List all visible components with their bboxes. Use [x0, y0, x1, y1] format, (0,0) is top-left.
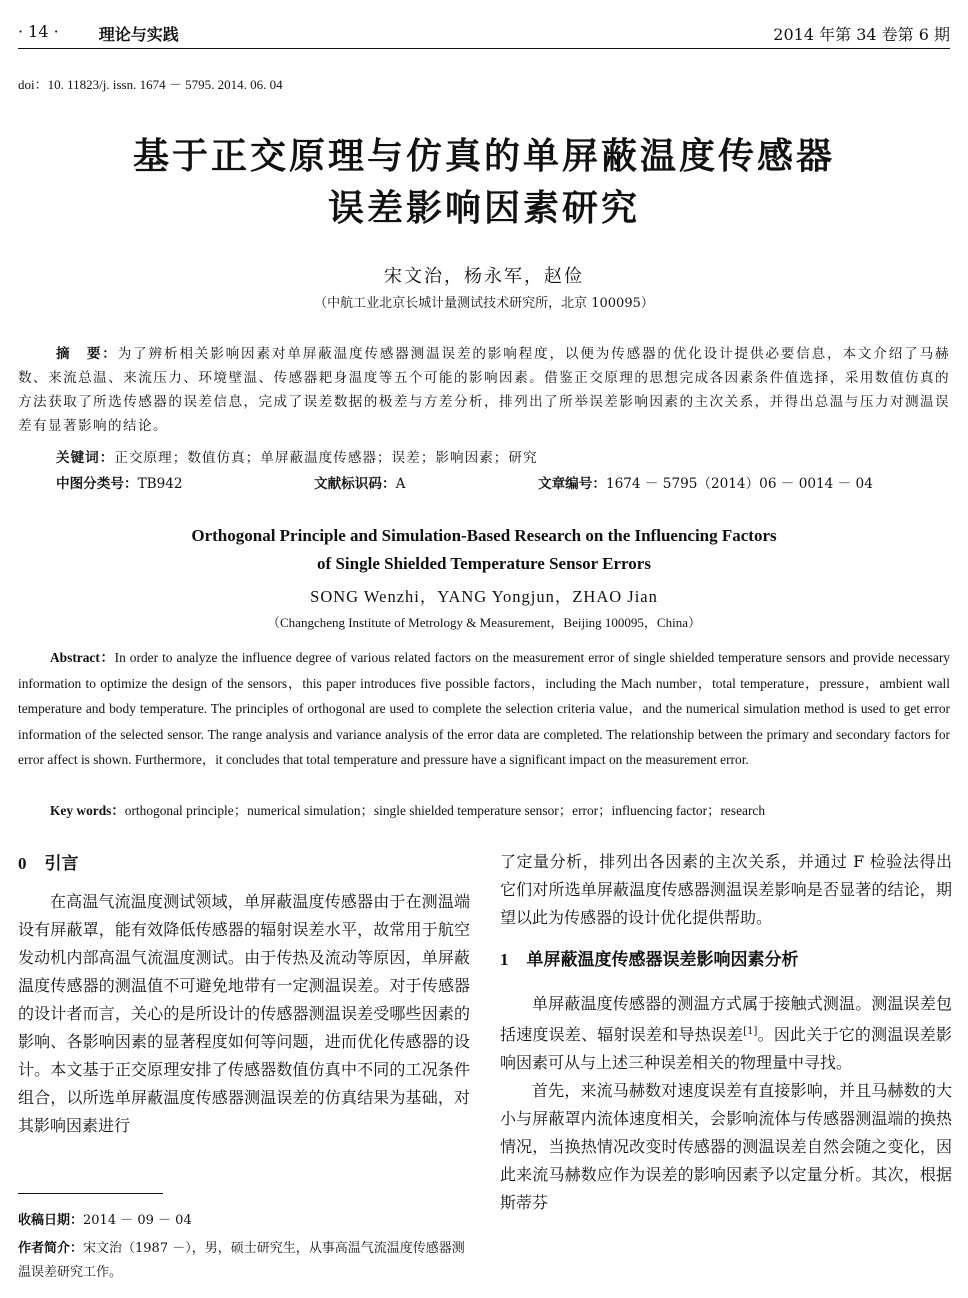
received-label: 收稿日期：	[18, 1213, 84, 1228]
abstract-en-label: Abstract：	[50, 650, 115, 665]
bio-value: 宋文治（1987 －），男，硕士研究生，从事高温气流温度传感器测温误差研究工作。	[18, 1241, 465, 1280]
en-authors: SONG Wenzhi，YANG Yongjun，ZHAO Jian	[310, 587, 658, 606]
keywords-cn-text: 正交原理；数值仿真；单屏蔽温度传感器；误差；影响因素；研究	[114, 450, 538, 466]
section-1-paragraph-1-text-a: 单屏蔽温度传感器的测温方式属于接触式测温。测温误差包括速度误差、辐射误差和导热误差	[500, 994, 952, 1044]
section-1-title: 单屏蔽温度传感器误差影响因素分析	[526, 950, 799, 970]
doc-value: A	[395, 476, 406, 492]
keywords-en	[50, 800, 765, 819]
section-1-paragraph-1	[500, 990, 952, 1077]
keywords-cn-label: 关键词：	[56, 450, 115, 466]
abstract-cn-label: 摘 要：	[56, 346, 118, 362]
section-0-number: 0	[18, 854, 27, 873]
en-affiliation: （Changcheng Institute of Metrology & Measurement，Beijing 100095，China）	[267, 615, 701, 630]
section-1-heading	[500, 946, 952, 974]
section-1-number: 1	[500, 950, 509, 969]
keywords-en-label: Key words：	[50, 803, 125, 818]
body-right-column	[500, 848, 952, 1217]
abstract-cn-text: 为了辨析相关影响因素对单屏蔽温度传感器测温误差的影响程度，以便为传感器的优化设计提供必要信息，本文介绍了马赫数、来流总温、来流压力、环境壁温、传感器耙身温度等五个可能的影响因素。借鉴正交原理的思想完成各因素条件值选择，采用数值仿真的方法获取了所选传感器的误差信息，完成了误差数据的极差与方差分析，排列出了所举误差影响因素的主次关系，并得出总温与压力对测温误差有显著影响的结论。	[18, 346, 950, 434]
doi: doi：10. 11823/j. issn. 1674 － 5795. 2014. 06. 04	[18, 77, 283, 92]
keywords-en-text: orthogonal principle；numerical simulation；single shielded temperature sensor；error；influencing factor；research	[124, 803, 766, 818]
received-value: 2014 － 09 － 04	[83, 1213, 192, 1228]
issue-info: 2014 年第 34 卷第 6 期	[773, 25, 950, 44]
journal-section: 理论与实践	[98, 25, 179, 44]
authors: 宋文治，杨永军，赵俭	[384, 266, 584, 287]
affiliation: （中航工业北京长城计量测试技术研究所，北京 100095）	[314, 296, 654, 311]
abstract-cn	[18, 342, 950, 438]
section-0-paragraph: 在高温气流温度测试领域，单屏蔽温度传感器由于在测温端设有屏蔽罩，能有效降低传感器的辐射误差水平，故常用于航空发动机内部高温气流温度测试。由于传热及流动等原因，单屏蔽温度传感器的测温值不可避免地带有一定测温误差。对于传感器的设计者而言，关心的是所设计的传感器测温误差受哪些因素的影响、各影响因素的显著程度如何等问题，进而优化传感器的设计。本文基于正交原理安排了传感器数值仿真中不同的工况条件组合，以所选单屏蔽温度传感器测温误差的仿真结果为基础，对其影响因素进行	[18, 892, 470, 1135]
clc-code	[56, 472, 183, 492]
section-0-paragraph-cont: 了定量分析，排列出各因素的主次关系，并通过 F 检验法得出它们对所选单屏蔽温度传感器测温误差影响是否显著的结论，期望以此为传感器的设计优化提供帮助。	[500, 852, 952, 927]
citation-ref[interactable]: [1]	[743, 1026, 758, 1037]
section-0-heading	[18, 850, 470, 878]
running-header-left	[18, 22, 179, 45]
article-value: 1674 － 5795（2014）06 － 0014 － 04	[605, 476, 873, 492]
clc-value: TB942	[137, 476, 183, 492]
header-rule	[18, 48, 950, 49]
page-number: · 14 ·	[18, 22, 59, 41]
en-title-line-2: of Single Shielded Temperature Sensor Errors	[317, 554, 651, 573]
section-1-paragraph-2: 首先，来流马赫数对速度误差有直接影响，并且马赫数的大小与屏蔽罩内流体速度相关，会影响流体与传感器测温端的换热情况，当换热情况改变时传感器的测温误差自然会随之变化，因此来流马赫数应作为误差的影响因素予以定量分析。其次，根据斯蒂芬	[500, 1081, 952, 1212]
section-1-paragraph-1-text-b: 。因此关于它的测温误差影响因素可从与上述三种误差相关的物理量中寻找。	[500, 1025, 952, 1072]
doc-label: 文献标识码：	[314, 476, 396, 492]
footnote-bio	[18, 1237, 470, 1285]
title-line-1: 基于正交原理与仿真的单屏蔽温度传感器	[132, 136, 835, 177]
article-number	[538, 472, 873, 492]
body-left-column	[18, 850, 470, 1140]
keywords-cn	[56, 446, 538, 466]
section-0-title: 引言	[44, 854, 79, 874]
article-label: 文章编号：	[538, 476, 606, 492]
title-line-2: 误差影响因素研究	[327, 188, 640, 229]
en-title-line-1: Orthogonal Principle and Simulation-Based Research on the Influencing Factors	[191, 526, 777, 545]
footnote-received	[18, 1209, 470, 1233]
abstract-en	[18, 645, 950, 773]
abstract-en-text: In order to analyze the influence degree of various related factors on the measurement error of single shielded temperature sensors and provide necessary information to optimize the design of the sensors，this paper introduces five possible factors，including the Mach number，total temperature，pressure，ambient wall temperature and body temperature. The principles of orthogonal are used to complete the selection criteria value，and the numerical simulation method is used to get error information of the selected sensor. The range analysis and variance analysis of the error data are completed. The relationship between the primary and secondary factors for error affect is shown. Furthermore，it concludes that total temperature and pressure have a significant impact on the measurement error.	[18, 650, 950, 768]
footnote-rule	[18, 1193, 163, 1194]
doc-code	[314, 472, 405, 492]
clc-label: 中图分类号：	[56, 476, 138, 492]
bio-label: 作者简介：	[18, 1241, 84, 1256]
